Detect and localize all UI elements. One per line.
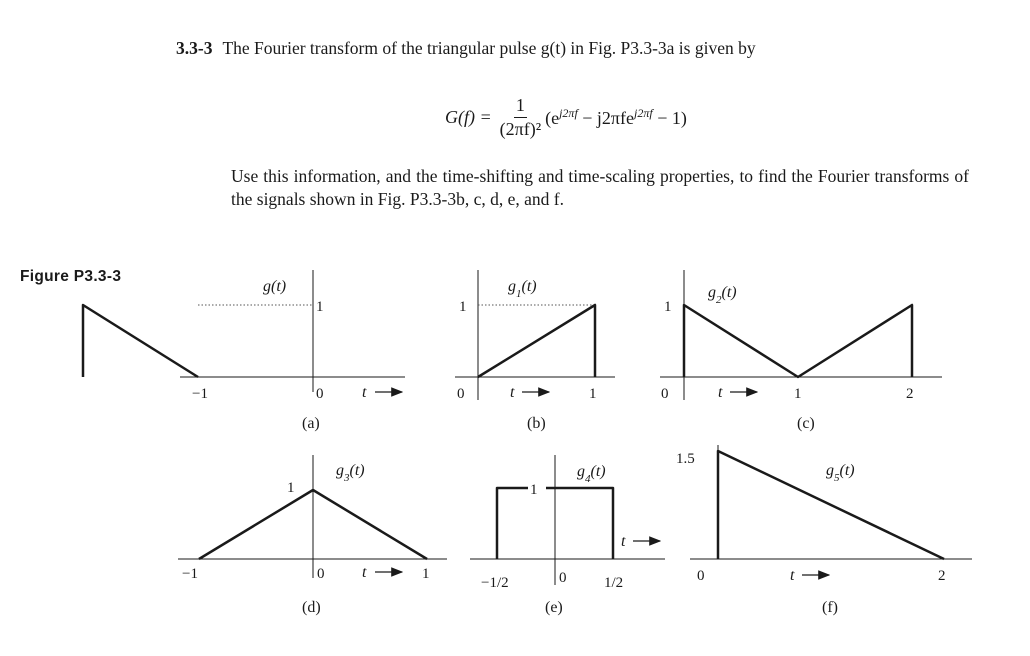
panel-a <box>83 270 405 432</box>
signal-label: $g_5(t)$ <box>826 462 855 484</box>
panel-caption: (c) <box>797 415 815 432</box>
signal-label: $g_2(t)$ <box>708 284 737 306</box>
panel-caption: (f) <box>822 599 838 616</box>
t-axis-label: t <box>621 533 626 550</box>
tick-label: 2 <box>906 386 914 402</box>
signal-waveform <box>684 305 912 377</box>
tick-label: 1/2 <box>604 575 624 591</box>
tick-label: 1 <box>589 386 597 402</box>
equation-numerator: 1 <box>514 95 527 118</box>
panel-f <box>676 445 972 616</box>
problem-number: 3.3-3 <box>176 38 213 58</box>
level-label: 1 <box>287 480 295 496</box>
tick-label: 0 <box>661 386 669 402</box>
t-axis-label: t <box>510 384 515 401</box>
panel-caption: (b) <box>527 415 546 432</box>
tick-label: 0 <box>316 386 324 402</box>
equation-denominator: (2πf)² <box>499 118 542 139</box>
tick-label: 0 <box>697 568 705 584</box>
t-axis-label: t <box>362 384 367 401</box>
level-label: 1.5 <box>676 451 695 467</box>
panel-e <box>470 455 665 616</box>
tick-label: 1 <box>422 566 430 582</box>
tick-label: −1 <box>192 386 208 402</box>
panel-b <box>455 270 615 432</box>
panel-d <box>178 455 447 616</box>
tick-label: 2 <box>938 568 946 584</box>
problem-text: The Fourier transform of the triangular pulse g(t) in Fig. P3.3-3a is given by <box>222 38 756 58</box>
tick-label: −1/2 <box>481 575 509 591</box>
panel-caption: (d) <box>302 599 321 616</box>
tick-label: 0 <box>457 386 465 402</box>
level-label: 1 <box>316 299 324 315</box>
problem-instructions: Use this information, and the time-shifting and time-scaling properties, to find the Fourier transforms of the signals shown in Fig. P3.3-3b, c, d, e, and f. <box>231 166 969 209</box>
signal-label: g(t) <box>263 278 287 295</box>
level-label: 1 <box>530 482 538 498</box>
panel-caption: (a) <box>302 415 320 432</box>
signal-label: $g_1(t)$ <box>508 278 537 300</box>
signal-waveform <box>83 305 198 377</box>
t-axis-label: t <box>362 564 367 581</box>
t-axis-label: t <box>790 567 795 584</box>
equation-rest: $(e^{j2\pi f} - j2\pi fe^{j2\pi f} - 1)$ <box>545 105 687 128</box>
tick-label: 0 <box>317 566 325 582</box>
t-axis-label: t <box>718 384 723 401</box>
signal-label: $g_3(t)$ <box>336 462 365 484</box>
panel-c <box>660 270 942 432</box>
tick-label: 1 <box>794 386 802 402</box>
tick-label: 0 <box>559 570 567 586</box>
panel-caption: (e) <box>545 599 563 616</box>
signal-label: $g_4(t)$ <box>577 463 606 485</box>
figure-label: Figure P3.3-3 <box>20 268 122 285</box>
level-label: 1 <box>664 299 672 315</box>
level-label: 1 <box>459 299 467 315</box>
signal-waveform <box>478 305 595 377</box>
equation-lhs: G(f) = <box>445 106 492 127</box>
tick-label: −1 <box>182 566 198 582</box>
